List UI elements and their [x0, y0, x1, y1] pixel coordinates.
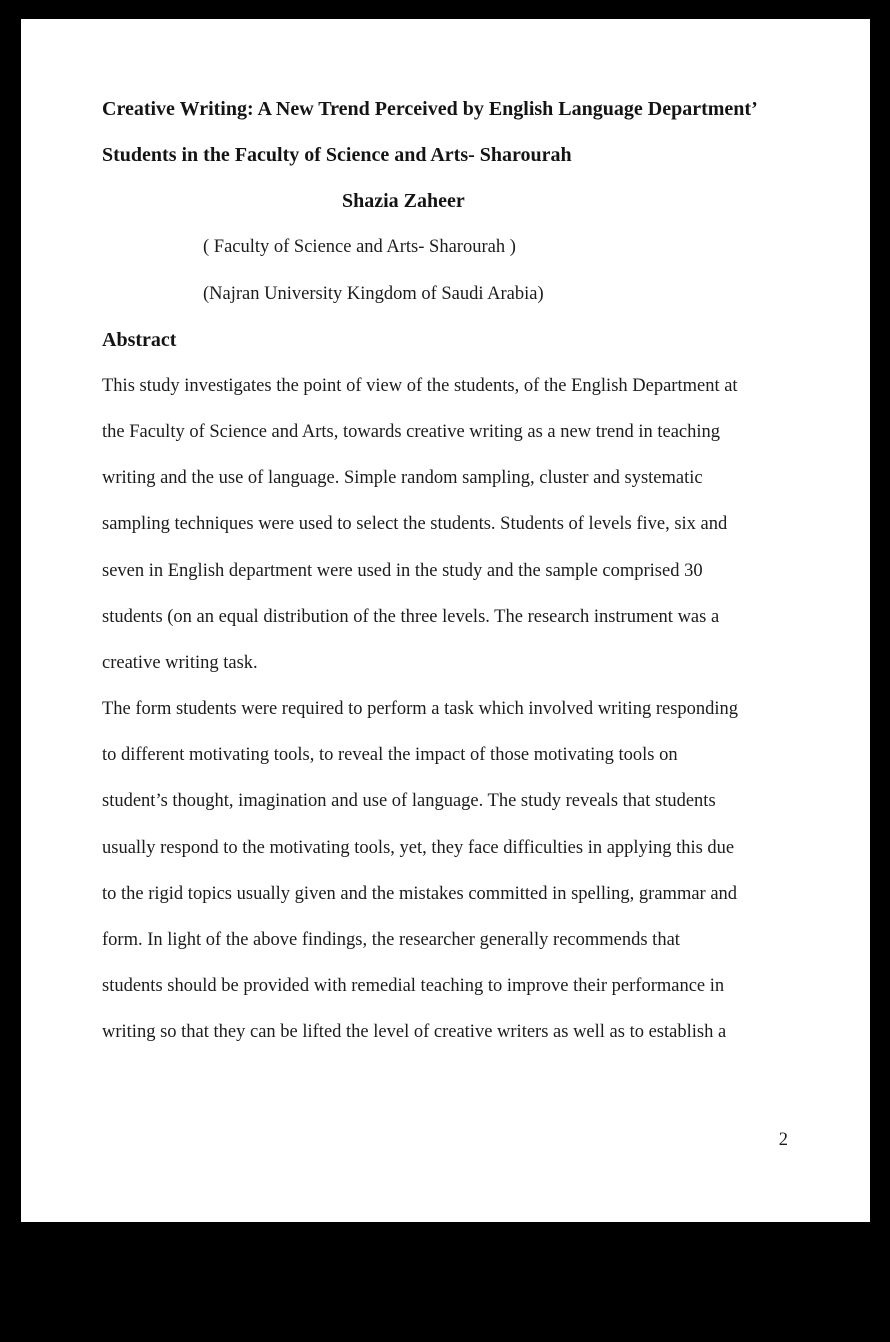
text-line: This study investigates the point of view of the students, of the English Department at: [102, 375, 738, 396]
text-line: writing so that they can be lifted the level of creative writers as well as to establish a: [102, 1022, 727, 1043]
section-heading-abstract: Abstract: [102, 328, 177, 351]
text-line: seven in English department were used in the study and the sample comprised 30: [102, 560, 703, 581]
text-line: writing and the use of language. Simple random sampling, cluster and systematic: [102, 468, 703, 489]
title-line: Creative Writing: A New Trend Perceived by English Language Department’: [102, 98, 758, 120]
text-line: creative writing task.: [102, 652, 258, 673]
abstract-paragraph-2: [102, 686, 792, 1055]
text-line: The form students were required to perform a task which involved writing responding: [102, 699, 739, 720]
text-line: to the rigid topics usually given and the mistakes committed in spelling, grammar and: [102, 883, 738, 904]
text-line: form. In light of the above findings, the researcher generally recommends that: [102, 929, 680, 950]
text-line: student’s thought, imagination and use of language. The study reveals that students: [102, 791, 716, 812]
title-line: Students in the Faculty of Science and Arts- Sharourah: [102, 144, 572, 167]
affiliation-line: (Najran University Kingdom of Saudi Arabia): [203, 283, 544, 304]
affiliation-line: ( Faculty of Science and Arts- Sharourah ): [203, 237, 516, 258]
page-content: [102, 86, 792, 1055]
text-line: students should be provided with remedial teaching to improve their performance in: [102, 975, 725, 996]
author-affiliations: [102, 224, 792, 316]
text-line: to different motivating tools, to reveal the impact of those motivating tools on: [102, 745, 678, 766]
text-line: students (on an equal distribution of the three levels. The research instrument was a: [102, 606, 720, 627]
paper-title: [102, 86, 792, 178]
text-line: usually respond to the motivating tools, yet, they face difficulties in applying this due: [102, 837, 735, 858]
author-name: Shazia Zaheer: [342, 190, 465, 213]
abstract-paragraph-1: [102, 363, 792, 686]
text-line: the Faculty of Science and Arts, towards creative writing as a new trend in teaching: [102, 422, 721, 443]
page-number: 2: [778, 1130, 788, 1150]
document-page: [21, 19, 870, 1222]
text-line: sampling techniques were used to select the students. Students of levels five, six and: [102, 514, 728, 535]
